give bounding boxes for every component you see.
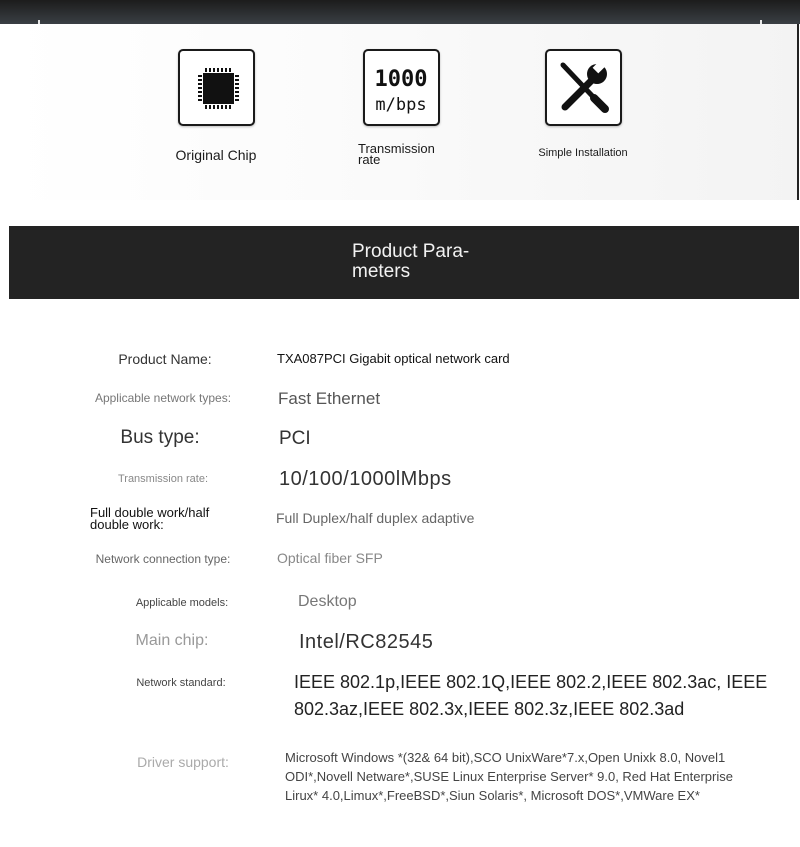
param-label: Network connection type:: [95, 552, 231, 566]
param-value: Intel/RC82545: [299, 631, 434, 653]
feature-transmission-rate: [326, 49, 476, 165]
param-value: Microsoft Windows *(32& 64 bit),SCO UnixWare*7.x,Open Unixk 8.0, Novel1 ODI*,Novell Netware*,SUSE Linux Enterprise Server* 9.0, Red Hat Enterprise Lirux* 4.0,Limux*,FreeBSD*,Siun Solaris*, Microsoft DOS*,VMWare EX*: [285, 750, 733, 803]
param-label: Product Name:: [118, 351, 212, 367]
tools-icon-box: [545, 49, 622, 126]
param-value: Full Duplex/half duplex adaptive: [276, 510, 475, 526]
param-label: Full double work/half double work:: [90, 505, 210, 532]
params-title: Product Para-meters: [352, 241, 470, 282]
param-label: Driver support:: [137, 754, 229, 770]
param-label: Applicable models:: [135, 597, 229, 609]
param-label: Transmission rate:: [117, 473, 209, 485]
top-dark-strip: [0, 0, 800, 24]
chip-icon-box: [178, 49, 255, 126]
chip-icon: [198, 68, 239, 109]
tools-icon: [547, 51, 620, 124]
speed-icon-number: 1000: [374, 67, 428, 92]
panel-edge: [797, 24, 799, 200]
param-label: Main chip:: [135, 632, 209, 649]
param-value: Fast Ethernet: [278, 389, 381, 408]
param-value: Optical fiber SFP: [277, 550, 383, 566]
param-label: Network standard:: [136, 677, 226, 689]
param-value: PCI: [279, 428, 311, 449]
param-label: Bus type:: [120, 427, 200, 448]
feature-simple-installation: [508, 49, 658, 159]
speed-icon-box: [363, 49, 440, 126]
feature-label: Original Chip: [175, 147, 257, 163]
params-banner: [9, 226, 799, 299]
speed-icon-unit: m/bps: [375, 95, 427, 115]
feature-label: Simple Installation: [538, 147, 628, 159]
param-value: IEEE 802.1p,IEEE 802.1Q,IEEE 802.2,IEEE 802.3ac, IEEE 802.3az,IEEE 802.3x,IEEE 802.3z,IEEE 802.3ad: [294, 672, 768, 719]
param-value: 10/100/1000lMbps: [279, 468, 452, 490]
feature-original-chip: [141, 49, 291, 163]
param-label: Applicable network types:: [94, 391, 232, 405]
param-value: Desktop: [298, 593, 357, 610]
feature-label: Transmission rate: [358, 141, 435, 167]
param-value: TXA087PCI Gigabit optical network card: [277, 351, 510, 366]
